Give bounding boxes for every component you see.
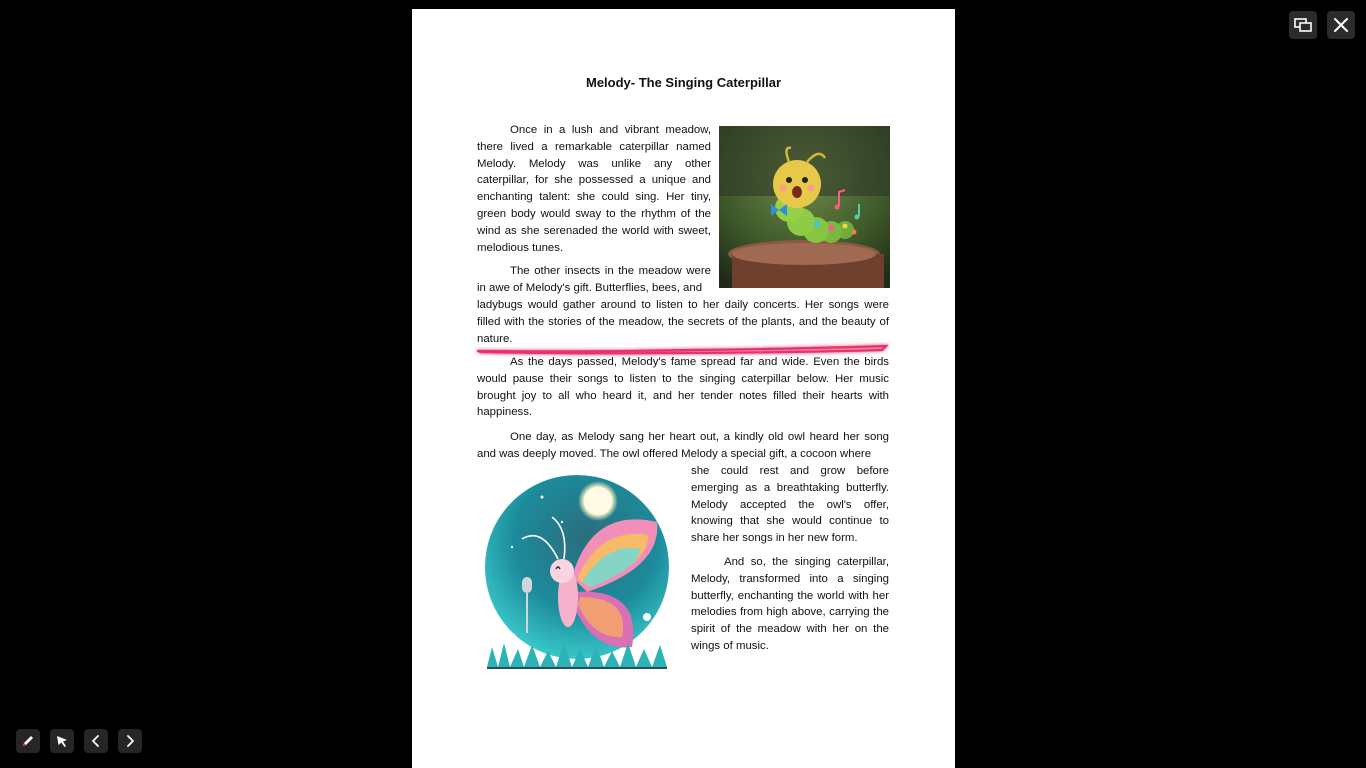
- paragraph-4-part-2: she could rest and grow before emerging as a breathtaking butterfly. Melody accepted the owl's offer, knowing that she would continue to share her songs in her new form.: [691, 465, 889, 545]
- document-page: [412, 9, 955, 768]
- paragraph-5: And so, the singing caterpillar, Melody, transformed into a singing butterfly, enchanting the world with her melodies from high above, carrying the spirit of the meadow with her on the wings of music.: [691, 556, 889, 652]
- paragraph-1: Once in a lush and vibrant meadow, there lived a remarkable caterpillar named Melody. Melody was unlike any other caterpillar, for she possessed a unique and enchanting talent: she could sing. Her tiny, green body would sway to the rhythm of the wind as she serenaded the world with sweet, melodious tunes.: [477, 124, 711, 254]
- switch-window-button[interactable]: [1289, 11, 1317, 39]
- pointer-tool-button[interactable]: [50, 729, 74, 753]
- paragraph-2-part-2: ladybugs would gather around to listen to her daily concerts. Her songs were filled with the stories of the meadow, the secrets of the plants, and the beauty of nature.: [477, 299, 889, 345]
- caterpillar-illustration: [719, 126, 890, 288]
- paragraph-4-part-1: One day, as Melody sang her heart out, a kindly old owl heard her song and was deeply moved. The owl offered Melody a special gift, a cocoon where: [477, 431, 889, 460]
- chevron-left-icon: [90, 735, 102, 747]
- pointer-icon: [55, 734, 69, 748]
- close-icon: [1334, 18, 1348, 32]
- pen-tool-button[interactable]: [16, 729, 40, 753]
- chevron-right-icon: [124, 735, 136, 747]
- next-slide-button[interactable]: [118, 729, 142, 753]
- paragraph-3: As the days passed, Melody's fame spread far and wide. Even the birds would pause their songs to listen to the singing caterpillar below. Her music brought joy to all who heard it, and her tender notes filled their hearts with happiness.: [477, 356, 889, 419]
- butterfly-illustration: [472, 467, 682, 672]
- close-button[interactable]: [1327, 11, 1355, 39]
- previous-slide-button[interactable]: [84, 729, 108, 753]
- pen-icon: [21, 734, 35, 748]
- paragraph-2-part-1: The other insects in the meadow were in awe of Melody's gift. Butterflies, bees, and: [477, 265, 711, 294]
- page-title: Melody- The Singing Caterpillar: [585, 75, 782, 90]
- switch-window-icon: [1294, 18, 1312, 32]
